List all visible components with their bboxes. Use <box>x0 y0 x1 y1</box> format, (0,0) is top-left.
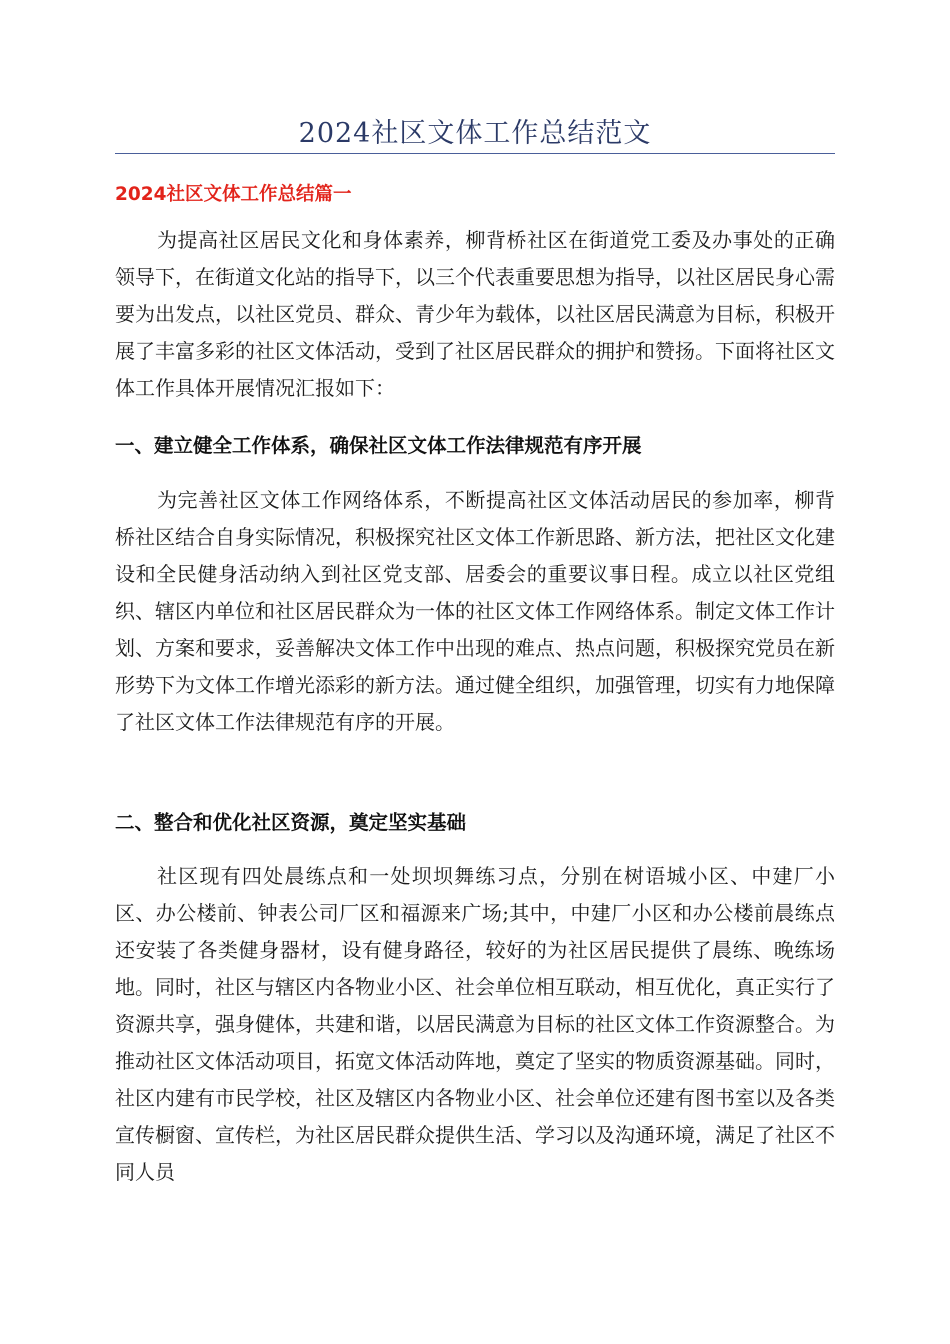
document-title: 2024社区文体工作总结范文 <box>298 118 652 149</box>
paragraph-section-2: 社区现有四处晨练点和一处坝坝舞练习点，分别在树语城小区、中建厂小区、办公楼前、钟表公司厂区和福源来广场;其中，中建厂小区和办公楼前晨练点还安装了各类健身器材，设有健身路径，较好的为社区居民提供了晨练、晚练场地。同时，社区与辖区内各物业小区、社会单位相互联动，相互优化，真正实行了资源共享，强身健体，共建和谐，以居民满意为目标的社区文体工作资源整合。为推动社区文体活动项目，拓宽文体活动阵地，奠定了坚实的物质资源基础。同时，社区内建有市民学校，社区及辖区内各物业小区、社会单位还建有图书室以及各类宣传橱窗、宣传栏，为社区居民群众提供生活、学习以及沟通环境，满足了社区不同人员 <box>115 864 835 1184</box>
article-title: 2024社区文体工作总结篇一 <box>115 184 352 205</box>
paragraph-intro: 为提高社区居民文化和身体素养，柳背桥社区在街道党工委及办事处的正确领导下，在街道文化站的指导下，以三个代表重要思想为指导，以社区居民身心需要为出发点，以社区党员、群众、青少年为载体，以社区居民满意为目标，积极开展了丰富多彩的社区文体活动，受到了社区居民群众的拥护和赞扬。下面将社区文体工作具体开展情况汇报如下： <box>115 228 835 400</box>
section-heading-1: 一、建立健全工作体系，确保社区文体工作法律规范有序开展 <box>115 434 642 457</box>
section-heading-2: 二、整合和优化社区资源，奠定坚实基础 <box>115 811 467 834</box>
title-underline <box>115 153 835 154</box>
paragraph-section-1: 为完善社区文体工作网络体系，不断提高社区文体活动居民的参加率，柳背桥社区结合自身实际情况，积极探究社区文体工作新思路、新方法，把社区文化建设和全民健身活动纳入到社区党支部、居委会的重要议事日程。成立以社区党组织、辖区内单位和社区居民群众为一体的社区文体工作网络体系。制定文体工作计划、方案和要求，妥善解决文体工作中出现的难点、热点问题，积极探究党员在新形势下为文体工作增光添彩的新方法。通过健全组织，加强管理，切实有力地保障了社区文体工作法律规范有序的开展。 <box>115 488 835 734</box>
